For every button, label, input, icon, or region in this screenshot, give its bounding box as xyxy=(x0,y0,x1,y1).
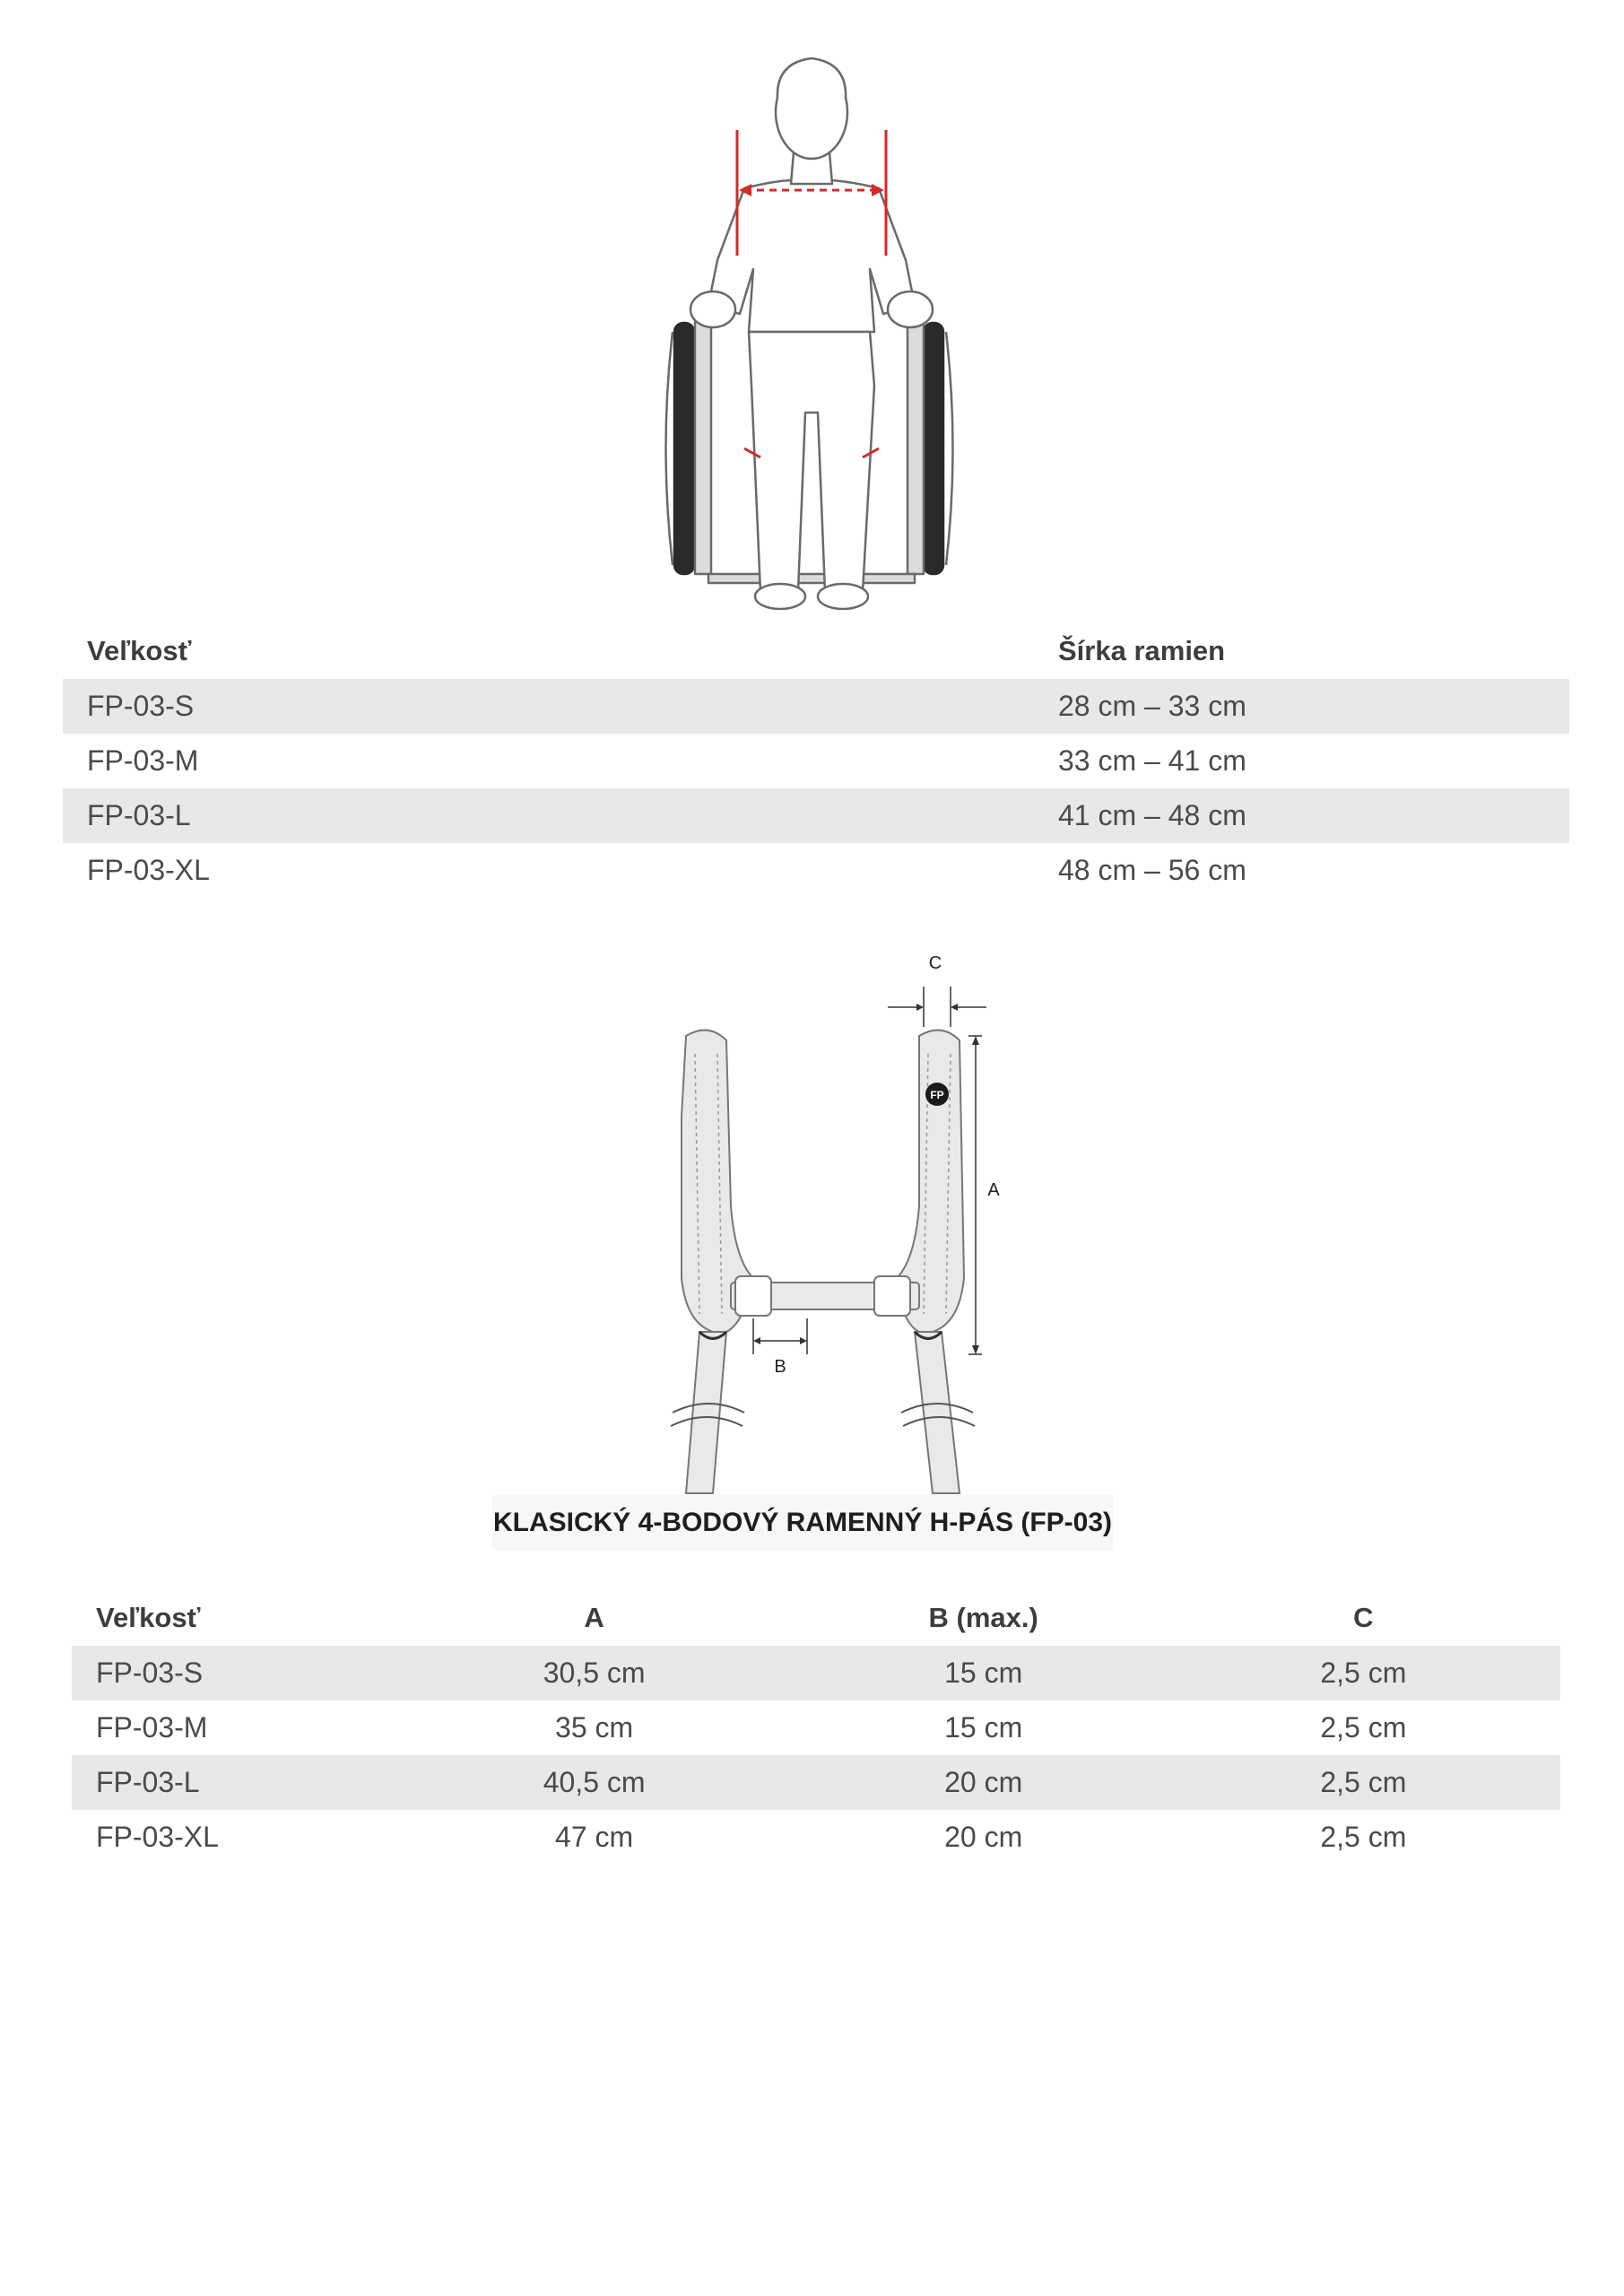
size-cell: FP-03-M xyxy=(87,744,199,777)
dimension-c-cell: 2,5 cm xyxy=(1320,1821,1407,1853)
wheelchair-user-illustration xyxy=(655,36,968,610)
dimension-b-cell: 15 cm xyxy=(944,1711,1023,1744)
column-header-shoulder-width: Šírka ramien xyxy=(1058,635,1226,666)
dimension-label-c: C xyxy=(928,953,942,973)
size-cell: FP-03-S xyxy=(72,1646,388,1700)
column-header-size: Veľkosť xyxy=(96,1602,201,1633)
size-cell: FP-03-M xyxy=(96,1711,208,1744)
table-row xyxy=(72,1810,1560,1865)
column-header-c: C xyxy=(1353,1602,1374,1633)
column-header-a: A xyxy=(584,1602,604,1633)
table-row xyxy=(72,1700,1560,1755)
size-cell: FP-03-XL xyxy=(87,854,210,886)
dimension-a-cell: 35 cm xyxy=(555,1711,634,1744)
column-header-size: Veľkosť xyxy=(87,635,192,666)
table-row xyxy=(72,1646,1560,1700)
dimension-a-cell: 40,5 cm xyxy=(388,1755,801,1810)
dimension-label-a: A xyxy=(987,1180,1000,1200)
size-cell: FP-03-XL xyxy=(96,1821,219,1853)
table-header-row xyxy=(63,623,1569,679)
dimension-c-cell: 2,5 cm xyxy=(1320,1711,1407,1744)
fp-logo-text: FP xyxy=(930,1089,944,1101)
dimension-c-cell: 2,5 cm xyxy=(1167,1755,1560,1810)
dimension-label-b: B xyxy=(774,1357,786,1377)
shoulder-width-cell: 28 cm – 33 cm xyxy=(984,679,1569,734)
dimension-b-cell: 20 cm xyxy=(944,1821,1023,1853)
shoulder-width-cell: 48 cm – 56 cm xyxy=(1058,854,1246,886)
product-caption: KLASICKÝ 4-BODOVÝ RAMENNÝ H-PÁS (FP-03) xyxy=(492,1495,1113,1551)
dimension-b-cell: 20 cm xyxy=(801,1755,1167,1810)
table-row xyxy=(63,843,1569,898)
shoulder-width-cell: 41 cm – 48 cm xyxy=(984,788,1569,843)
dimension-a-cell: 47 cm xyxy=(555,1821,634,1853)
shoulder-width-cell: 33 cm – 41 cm xyxy=(1058,744,1246,777)
dimension-a-cell: 30,5 cm xyxy=(388,1646,801,1700)
size-cell: FP-03-L xyxy=(72,1755,388,1810)
table-header-row xyxy=(72,1590,1560,1646)
table-row xyxy=(63,679,1569,734)
table-row xyxy=(72,1755,1560,1810)
table-row xyxy=(63,788,1569,843)
table-row xyxy=(63,734,1569,788)
column-header-b: B (max.) xyxy=(928,1602,1038,1633)
size-cell: FP-03-S xyxy=(63,679,984,734)
shoulder-width-size-table xyxy=(63,623,1569,898)
harness-dimension-table xyxy=(72,1590,1560,1865)
dimension-c-cell: 2,5 cm xyxy=(1167,1646,1560,1700)
size-cell: FP-03-L xyxy=(63,788,984,843)
dimension-b-cell: 15 cm xyxy=(801,1646,1167,1700)
harness-dimension-diagram xyxy=(646,937,1022,1498)
